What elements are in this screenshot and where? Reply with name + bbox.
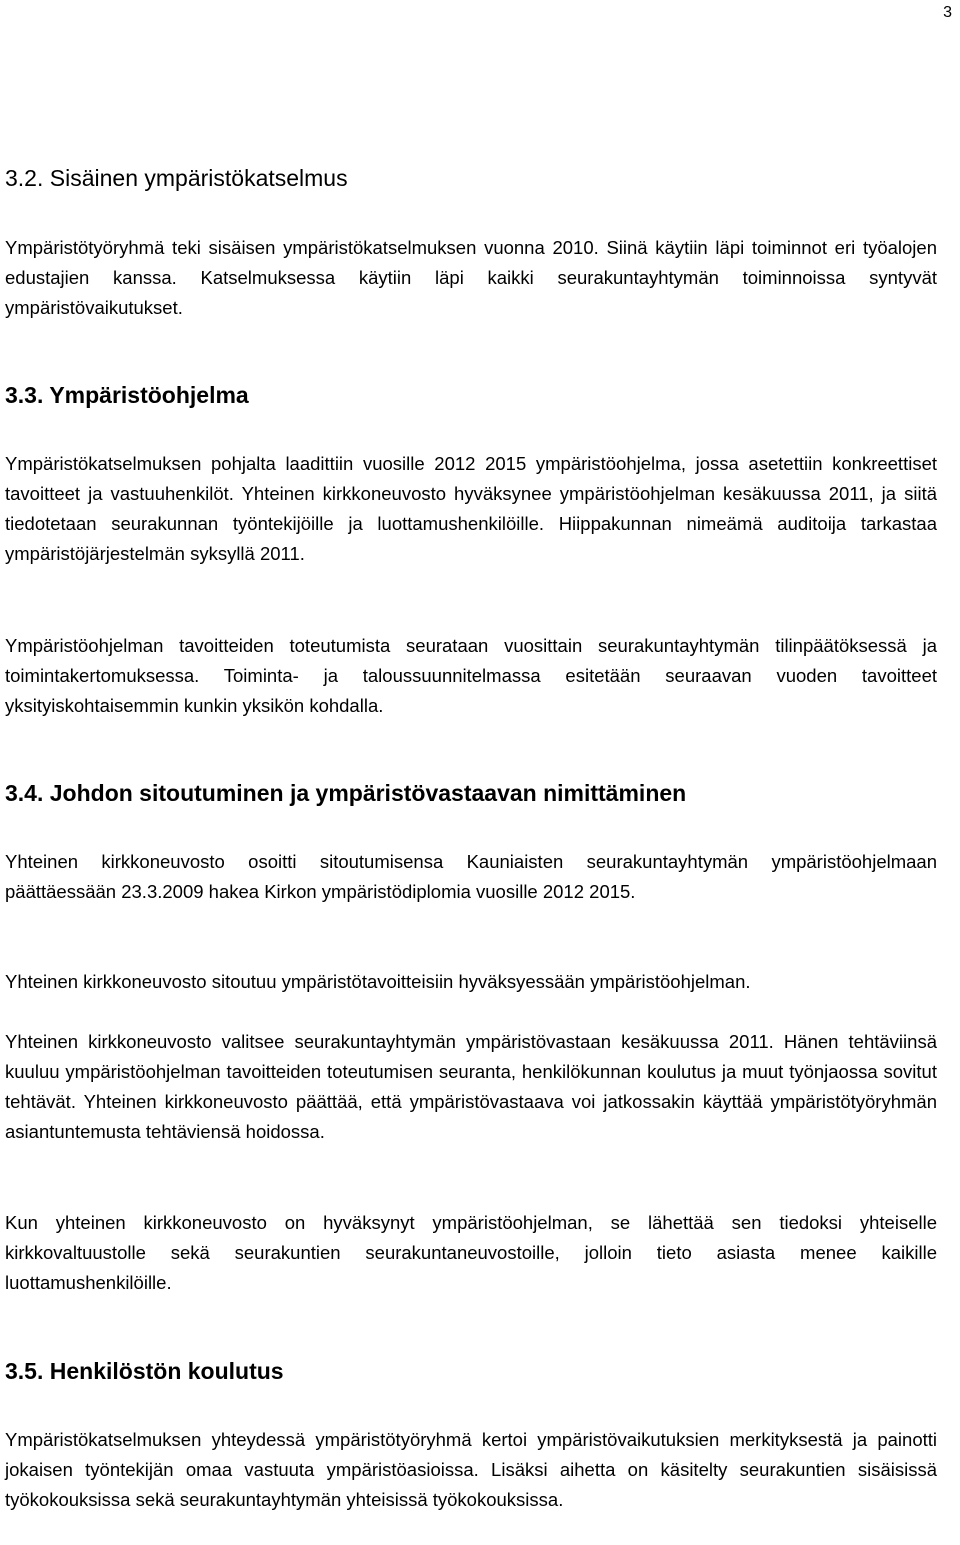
section-3-3-paragraph-2: Ympäristöohjelman tavoitteiden toteutumista seurataan vuosittain seurakuntayhtymän tilinpäätöksessä ja toimintakertomuksessa. Toiminta- ja taloussuunnitelmassa esitetään seuraavan vuoden tavoitteet yksityiskohtaisemmin kunkin yksikön kohdalla. [5,635,937,716]
section-heading-3-2: 3.2. Sisäinen ympäristökatselmus [5,165,348,191]
section-3-4-paragraph-1: Yhteinen kirkkoneuvosto osoitti sitoutumisensa Kauniaisten seurakuntayhtymän ympäristöohjelmaan päättäessään 23.3.2009 hakea Kirkon ympäristödiplomia vuosille 2012 2015. [5,851,937,902]
section-3-2-paragraph-1: Ympäristötyöryhmä teki sisäisen ympäristökatselmuksen vuonna 2010. Siinä käytiin läpi toiminnot eri työalojen edustajien kanssa. Katselmuksessa käytiin läpi kaikki seurakuntayhtymän toiminnoissa syntyvät ympäristövaikutukset. [5,237,937,318]
section-heading-3-4: 3.4. Johdon sitoutuminen ja ympäristövastaavan nimittäminen [5,780,687,806]
section-3-4-paragraph-3: Yhteinen kirkkoneuvosto valitsee seurakuntayhtymän ympäristövastaan kesäkuussa 2011. Hänen tehtäviinsä kuuluu ympäristöohjelman tavoitteiden toteutumisen seuranta, henkilökunnan koulutus ja muut työnjaossa sovitut tehtävät. Yhteinen kirkkoneuvosto päättää, että ympäristövastaava voi jatkossakin käyttää ympäristötyöryhmän asiantuntemusta tehtäviensä hoidossa. [5,1031,937,1142]
section-3-3-paragraph-1: Ympäristökatselmuksen pohjalta laadittiin vuosille 2012 2015 ympäristöohjelma, jossa asetettiin konkreettiset tavoitteet ja vastuuhenkilöt. Yhteinen kirkkoneuvosto hyväksynee ympäristöohjelman kesäkuussa 2011, ja siitä tiedotetaan seurakunnan työntekijöille ja luottamushenkilöille. Hiippakunnan nimeämä auditoija tarkastaa ympäristöjärjestelmän syksyllä 2011. [5,453,937,564]
section-3-4-paragraph-4: Kun yhteinen kirkkoneuvosto on hyväksynyt ympäristöohjelman, se lähettää sen tiedoksi yhteiselle kirkkovaltuustolle sekä seurakuntien seurakuntaneuvostoille, jolloin tieto asiasta menee kaikille luottamushenkilöille. [5,1212,937,1293]
section-3-5-paragraph-1: Ympäristökatselmuksen yhteydessä ympäristötyöryhmä kertoi ympäristövaikutuksien merkityksestä ja painotti jokaisen työntekijän omaa vastuuta ympäristöasioissa. Lisäksi aihetta on käsitelty seurakuntien sisäisissä työkokouksissa sekä seurakuntayhtymän yhteisissä työkokouksissa. [5,1429,937,1510]
section-heading-3-3: 3.3. Ympäristöohjelma [5,382,249,408]
section-heading-3-5: 3.5. Henkilöstön koulutus [5,1358,284,1384]
section-3-4-paragraph-2: Yhteinen kirkkoneuvosto sitoutuu ympäristötavoitteisiin hyväksyessään ympäristöohjelman. [5,971,751,992]
page-number: 3 [943,4,952,21]
